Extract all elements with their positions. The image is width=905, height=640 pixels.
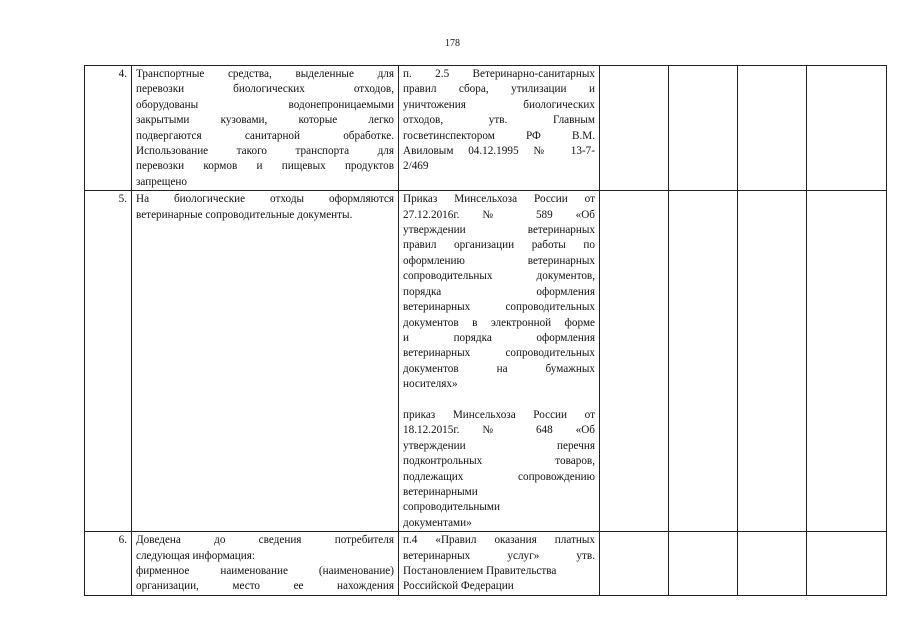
empty-cell — [669, 532, 738, 596]
reference-cell — [399, 532, 600, 596]
reference-line: порядка оформления — [403, 285, 595, 298]
reference-line: Постановлением Правительства — [403, 564, 557, 577]
empty-cell — [600, 532, 669, 596]
table-row — [85, 191, 887, 532]
requirement-line: перевозки кормов и пищевых продуктов — [136, 160, 394, 173]
reference-cell — [399, 66, 600, 191]
reference-line: документами» — [403, 516, 472, 529]
reference-line: подлежащих сопровождению — [403, 470, 595, 483]
table-row — [85, 66, 887, 191]
reference-line: ветеринарных услуг» утв. — [403, 549, 595, 562]
requirement-line: запрещено — [136, 175, 187, 188]
page-number: 178 — [445, 38, 460, 49]
empty-cell — [807, 532, 887, 596]
reference-line: правил организации работы по — [403, 239, 595, 252]
reference-line: уничтожения биологических — [403, 98, 595, 111]
requirement-line: оборудованы водонепроницаемыми — [136, 98, 394, 111]
empty-cell — [669, 66, 738, 191]
reference-line: 2/469 — [403, 160, 429, 173]
reference-line: утверждении перечня — [403, 439, 595, 452]
reference-line: сопроводительными — [403, 501, 500, 514]
requirements-table — [84, 65, 887, 596]
empty-cell — [669, 191, 738, 532]
empty-cell — [600, 191, 669, 532]
requirement-line: Использование такого транспорта для — [136, 145, 394, 158]
requirement-cell — [132, 532, 399, 596]
reference-line: документов в электронной форме — [403, 316, 595, 329]
reference-line: и порядка оформления — [403, 331, 595, 344]
reference-line: подконтрольных товаров, — [403, 455, 595, 468]
empty-cell — [738, 191, 807, 532]
reference-line: правил сбора, утилизации и — [403, 83, 595, 96]
reference-line: ветеринарных сопроводительных — [403, 301, 595, 314]
table-row — [85, 532, 887, 596]
paragraph-gap — [403, 393, 595, 408]
requirement-line: следующая информация: — [136, 549, 255, 562]
reference-line: 18.12.2015г. № 648 «Об — [403, 424, 595, 437]
empty-cell — [807, 191, 887, 532]
reference-line: ветеринарными — [403, 485, 478, 498]
requirement-line: фирменное наименование (наименование) — [136, 564, 394, 577]
reference-line: сопроводительных документов, — [403, 270, 595, 283]
empty-cell — [738, 66, 807, 191]
requirement-line: Транспортные средства, выделенные для — [136, 68, 394, 80]
empty-cell — [807, 66, 887, 191]
reference-cell — [399, 191, 600, 532]
reference-line: п. 2.5 Ветеринарно-санитарных — [403, 68, 595, 80]
requirement-line: На биологические отходы оформляются — [136, 193, 394, 206]
reference-line: Российской Федерации — [403, 580, 514, 593]
reference-line: Авиловым 04.12.1995 № 13-7- — [403, 145, 595, 158]
reference-line: госветинспектором РФ В.М. — [403, 129, 595, 142]
requirement-line: перевозки биологических отходов, — [136, 83, 394, 96]
requirement-line: подвергаются санитарной обработке. — [136, 129, 394, 142]
reference-line: оформлению ветеринарных — [403, 254, 595, 267]
row-number: 4. — [85, 66, 132, 191]
reference-line: документов на бумажных — [403, 362, 595, 375]
reference-line: утверждении ветеринарных — [403, 224, 595, 237]
requirement-line: организации, место ее нахождения — [136, 580, 394, 593]
requirement-cell — [132, 191, 399, 532]
reference-line: отходов, утв. Главным — [403, 114, 595, 127]
requirement-line: ветеринарные сопроводительные документы. — [136, 208, 353, 221]
requirement-line: закрытыми кузовами, которые легко — [136, 114, 394, 127]
reference-line: п.4 «Правил оказания платных — [403, 534, 595, 547]
requirement-cell — [132, 66, 399, 191]
reference-line: носителях» — [403, 378, 458, 391]
reference-line: Приказ Минсельхоза России от — [403, 193, 595, 206]
row-number: 5. — [85, 191, 132, 532]
reference-line: ветеринарных сопроводительных — [403, 347, 595, 360]
row-number: 6. — [85, 532, 132, 596]
empty-cell — [600, 66, 669, 191]
requirement-line: Доведена до сведения потребителя — [136, 534, 394, 547]
reference-line: приказ Минсельхоза России от — [403, 408, 595, 421]
empty-cell — [738, 532, 807, 596]
reference-line: 27.12.2016г. № 589 «Об — [403, 208, 595, 221]
